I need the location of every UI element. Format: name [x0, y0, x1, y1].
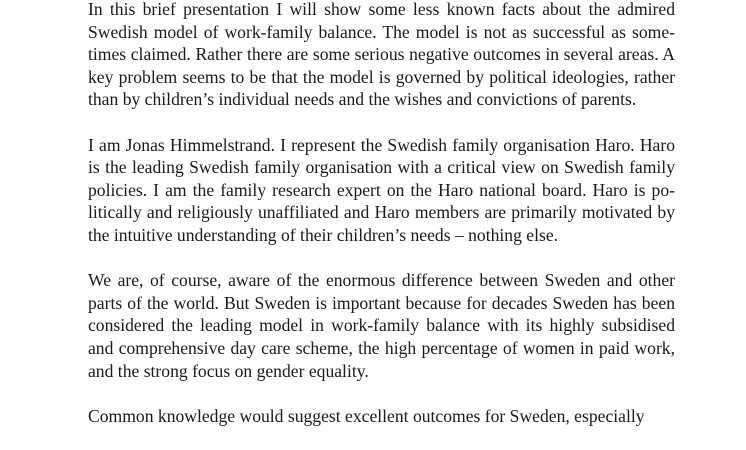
paragraph-author: I am Jonas Himmelstrand. I represent the Swedish family organisation Haro. Haro is the leading Swedish family organisation with a critical view on Swedish family policies. I am the family research expert on the Haro national board. Haro is politically and religiously unaffiliated and Haro members are primarily motivated by the intuitive understanding of their children’s needs – nothing else. [88, 134, 675, 245]
paragraph-intro: In this brief presentation I will show some less known facts about the admired Swedish model of work-family balance. The model is not as successful as sometimes claimed. Rather there are some serious negative outcomes in several areas. A key problem seems to be that the model is governed by political ideologies, rather than by children’s individual needs and the wishes and convictions of parents. [88, 0, 675, 110]
paragraph-context: We are, of course, aware of the enormous difference between Sweden and other parts of the world. But Sweden is important because for decades Sweden has been considered the leading model in work-family balance with its highly subsidised and comprehensive day care scheme, the high percentage of women in paid work, and the strong focus on gender equality. [88, 270, 675, 381]
document-page [88, 0, 675, 450]
paragraph-common-knowledge: Common knowledge would suggest excellent outcomes for Sweden, especially [88, 405, 645, 426]
